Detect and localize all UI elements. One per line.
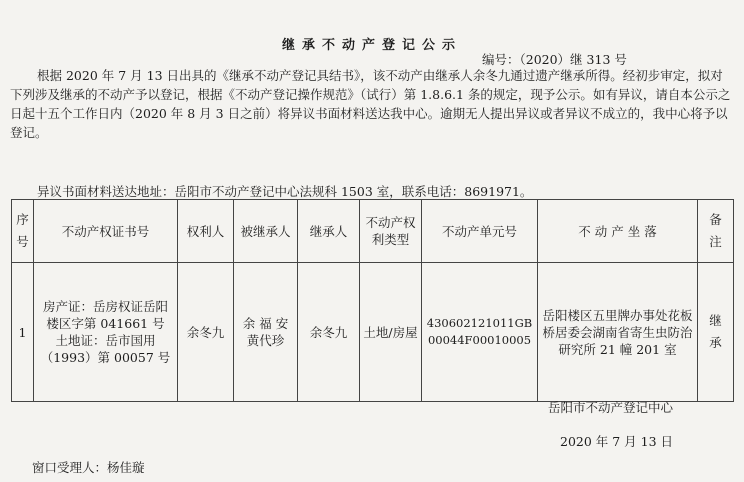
header-heir-from: 被继承人 xyxy=(234,200,298,263)
header-owner: 权利人 xyxy=(178,200,234,263)
cell-cert xyxy=(34,263,178,402)
notice-title: 继承不动产登记公示 xyxy=(281,38,462,53)
cell-seq: 1 xyxy=(12,263,34,402)
notice-body xyxy=(10,66,734,142)
issuer-name: 岳阳市不动产登记中心 xyxy=(548,400,674,415)
cert-land: 土地证：岳市国用（1993）第 00057 号 xyxy=(40,333,171,365)
issue-date: 2020 年 7 月 13 日 xyxy=(560,434,674,449)
header-unit-no: 不动产单元号 xyxy=(422,200,538,263)
notice-paragraph: 根据 2020 年 7 月 13 日出具的《继承不动产登记具结书》，该不动产由继承人余冬九通过遗产继承所得。经初步审定，拟对下列涉及继承的不动产予以登记，根据《不动产登记操作规范》（试行）第 1.8.6.1 条的规定，现予公示。如有异议，请自本公示之日起十五个工作日内（2020 年 8 月 3 日之前）将异议书面材料送达我中心。逾期无人提出异议或者异议不成立的，我中心将予以登记。 xyxy=(10,68,731,140)
cert-house: 房产证：岳房权证岳阳楼区字第 041661 号 xyxy=(42,299,168,331)
clerk-name: 窗口受理人：杨佳璇 xyxy=(32,460,145,475)
header-heir: 继承人 xyxy=(298,200,360,263)
table-header-row xyxy=(12,200,734,263)
objection-address: 异议书面材料送达地址：岳阳市不动产登记中心法规科 1503 室，联系电话：8691971。 xyxy=(37,184,533,199)
cell-owner: 余冬九 xyxy=(178,263,234,402)
property-table xyxy=(11,199,734,402)
cell-location: 岳阳楼区五里牌办事处花板桥居委会湖南省寄生虫防治研究所 21 幢 201 室 xyxy=(538,263,698,402)
cell-heir: 余冬九 xyxy=(298,263,360,402)
cell-right-type: 土地/房屋 xyxy=(360,263,422,402)
header-seq: 序号 xyxy=(12,200,34,263)
header-location: 不 动 产 坐 落 xyxy=(538,200,698,263)
table-row xyxy=(12,263,734,402)
header-cert: 不动产权证书号 xyxy=(34,200,178,263)
header-right-type: 不动产权利类型 xyxy=(360,200,422,263)
cell-unit-no: 430602121011GB00044F00010005 xyxy=(422,263,538,402)
cell-note: 继承 xyxy=(698,263,734,402)
document-number: 编号：（2020）继 313 号 xyxy=(482,52,627,67)
header-note: 备注 xyxy=(698,200,734,263)
cell-heir-from: 余 福 安 黄代珍 xyxy=(234,263,298,402)
